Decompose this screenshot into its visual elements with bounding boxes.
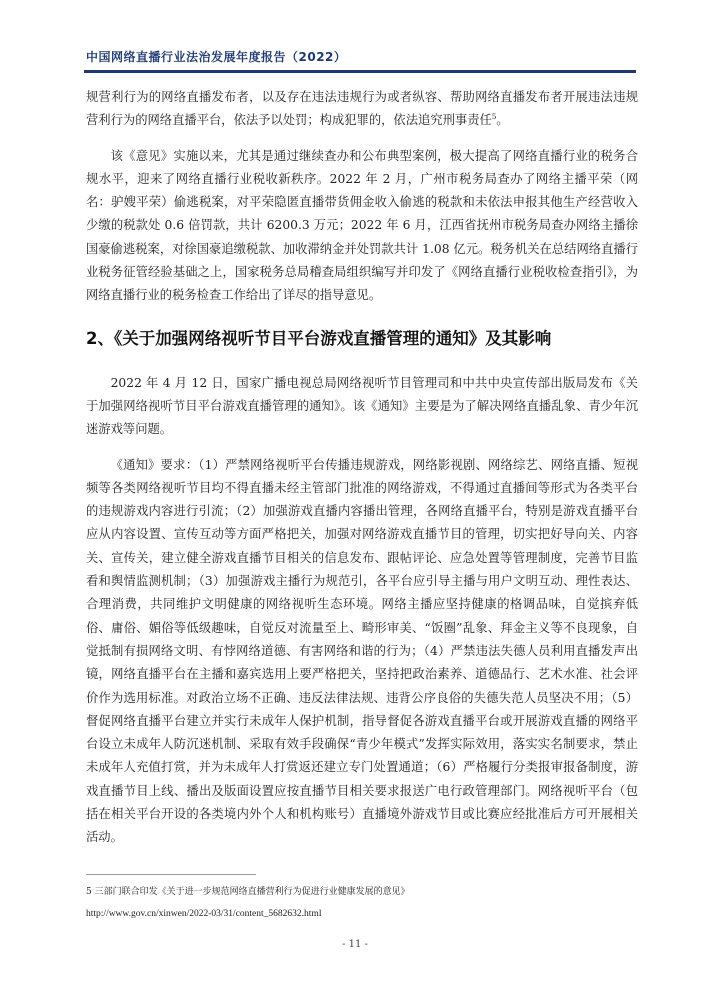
paragraph-end-punct: 。 [496, 113, 509, 128]
main-content [86, 86, 638, 862]
footnote-text: 5 三部门联合印发《关于进一步规范网络直播营利行为促进行业健康发展的意见》 [86, 887, 410, 897]
paragraph-continuation [86, 86, 638, 133]
footnote-reference[interactable]: 5 [491, 113, 497, 122]
section-heading: 2、《关于加强网络视听节目平台游戏直播管理的通知》及其影响 [86, 328, 552, 348]
footnote-divider [86, 874, 256, 875]
paragraph-text: 规营利行为的网络直播发布者，以及存在违法违规行为或者纵容、帮助网络直播发布者开展违法违规营利行为的网络直播平台，依法予以处罚；构成犯罪的，依法追究刑事责任 [86, 90, 638, 128]
page-number: - 11 - [342, 939, 368, 950]
footnote [86, 881, 638, 925]
header-rule [84, 70, 636, 73]
paragraph-notice-intro: 2022 年 4 月 12 日，国家广播电视总局网络视听节目管理司和中共中央宣传部出版局发布《关于加强网络视听节目平台游戏直播管理的通知》。该《通知》主要是为了解决网络直播乱象、青少年沉迷游戏等问题。 [86, 375, 638, 437]
running-header: 中国网络直播行业法治发展年度报告（2022） [86, 50, 347, 64]
paragraph-tax-cases: 该《意见》实施以来，尤其是通过继续查办和公布典型案例，极大提高了网络直播行业的税务合规水平，迎来了网络直播行业税收新秩序。2022 年 2 月，广州市税务局查办了网络主播平荣（网名：驴嫂平荣）偷逃税案，对平荣隐匿直播带货佣金收入偷逃的税款和未依法申报其他生产经营收入少缴的税款处 0.6 倍罚款，共计 6200.3 万元；2022 年 6 月，江西省抚州市税务局查办网络主播徐国豪偷逃税案，对徐国豪追缴税款、加收滞纳金并处罚款共计 1.08 亿元。税务机关在总结网络直播行业税务征管经验基础之上，国家税务总局稽查局组织编写并印发了《网络直播行业税收检查指引》，为网络直播行业的税务检查工作给出了详尽的指导意见。 [86, 148, 638, 303]
paragraph-notice-requirements: 《通知》要求：（1）严禁网络视听平台传播违规游戏，网络影视剧、网络综艺、网络直播、短视频等各类网络视听节目均不得直播未经主管部门批准的网络游戏，不得通过直播间等形式为各类平台的违规游戏内容进行引流；（2）加强游戏直播内容播出管理，各网络直播平台，特别是游戏直播平台应从内容设置、宣传互动等方面严格把关，加强对网络游戏直播节目的管理，切实把好导向关、内容关、宣传关，建立健全游戏直播节目相关的信息发布、跟帖评论、应急处置等管理制度，完善节目监看和舆情监测机制；（3）加强游戏主播行为规范引，各平台应引导主播与用户文明互动、理性表达、合理消费，共同维护文明健康的网络视听生态环境。网络主播应坚持健康的格调品味，自觉摈弃低俗、庸俗、媚俗等低级趣味，自觉反对流量至上、畸形审美、“饭圈”乱象、拜金主义等不良现象，自觉抵制有损网络文明、有悖网络道德、有害网络和谐的行为；（4）严禁违法失德人员利用直播发声出镜，网络直播平台在主播和嘉宾选用上要严格把关，坚持把政治素养、道德品行、艺术水准、社会评价作为选用标准。对政治立场不正确、违反法律法规、违背公序良俗的失德失范人员坚决不用；（5）督促网络直播平台建立并实行未成年人保护机制，指导督促各游戏直播平台或开展游戏直播的网络平台设立未成年人防沉迷机制、采取有效手段确保“青少年模式”发挥实际效用，落实实名制要求，禁止未成年人充值打赏，并为未成年人打赏返还建立专门处置通道；（6）严格履行分类报审报备制度，游戏直播节目上线、播出及版面设置应按直播节目相关要求报送广电行政管理部门。网络视听平台（包括在相关平台开设的各类境内外个人和机构账号）直播境外游戏节目或比赛应经批准后方可开展相关活动。 [86, 457, 638, 845]
footnote-link[interactable]: http://www.gov.cn/xinwen/2022-03/31/content_5682632.html [86, 909, 322, 919]
